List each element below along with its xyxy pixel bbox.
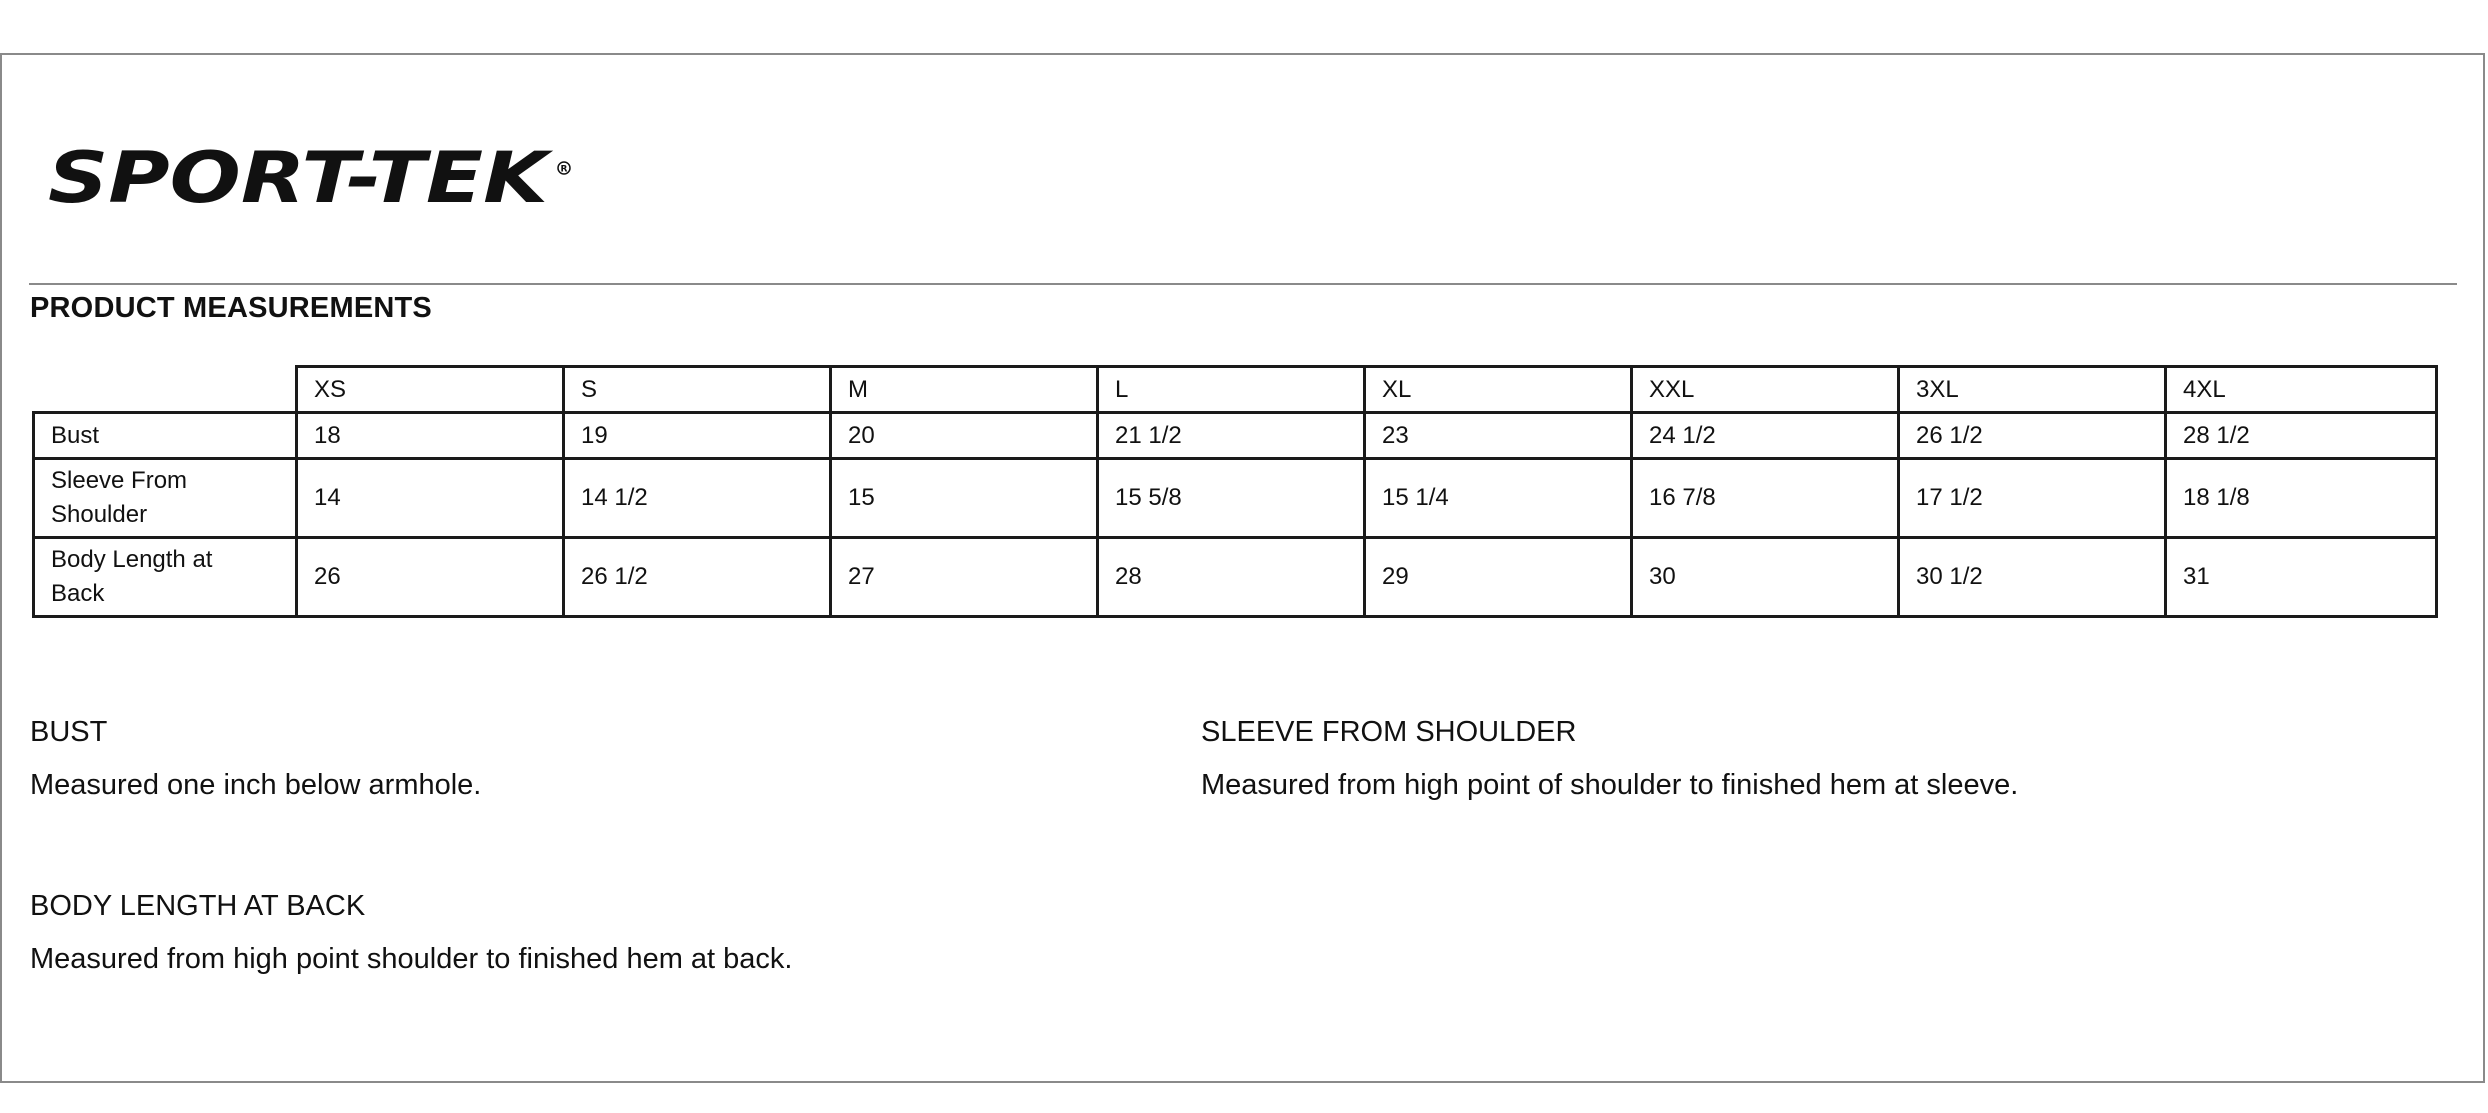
definition-sleeve-from-shoulder: [1201, 714, 2018, 803]
size-header-m: M: [831, 367, 1098, 413]
definition-title: SLEEVE FROM SHOULDER: [1201, 716, 1577, 748]
table-cell: 15: [831, 459, 1098, 538]
table-cell: 19: [564, 413, 831, 459]
table-cell: 21 1/2: [1098, 413, 1365, 459]
table-cell: 24 1/2: [1632, 413, 1899, 459]
size-header-xxl: XXL: [1632, 367, 1899, 413]
table-cell: 14: [297, 459, 564, 538]
table-cell: 31: [2166, 538, 2437, 617]
size-header-s: S: [564, 367, 831, 413]
table-cell: 14 1/2: [564, 459, 831, 538]
table-cell: 26 1/2: [1899, 413, 2166, 459]
size-header-4xl: 4XL: [2166, 367, 2437, 413]
definition-body-length-at-back: [30, 888, 792, 977]
row-label-sleeve-from-shoulder: Sleeve From Shoulder: [34, 459, 297, 538]
definition-title: BODY LENGTH AT BACK: [30, 890, 366, 922]
table-cell: 30: [1632, 538, 1899, 617]
table-cell: 26: [297, 538, 564, 617]
measurement-table: [32, 365, 2438, 618]
table-cell: 23: [1365, 413, 1632, 459]
registered-mark-glyph: R: [560, 164, 568, 175]
table-cell: 17 1/2: [1899, 459, 2166, 538]
table-cell: 18 1/8: [2166, 459, 2437, 538]
table-cell: 15 1/4: [1365, 459, 1632, 538]
size-header-l: L: [1098, 367, 1365, 413]
size-header-xl: XL: [1365, 367, 1632, 413]
size-header-3xl: 3XL: [1899, 367, 2166, 413]
definition-text: Measured from high point of shoulder to finished hem at sleeve.: [1201, 769, 2019, 801]
table-cell: 18: [297, 413, 564, 459]
table-cell: 30 1/2: [1899, 538, 2166, 617]
table-corner-cell: [34, 367, 297, 413]
size-header-xs: XS: [297, 367, 564, 413]
header-divider: [29, 283, 2457, 285]
logo-wordmark: [44, 138, 574, 218]
table-row: [34, 538, 2437, 617]
table-cell: 15 5/8: [1098, 459, 1365, 538]
logo-text: SPORT-TEK: [48, 138, 554, 218]
table-cell: 27: [831, 538, 1098, 617]
row-label-bust: Bust: [34, 413, 297, 459]
table-header-row: [34, 367, 2437, 413]
table-cell: 28 1/2: [2166, 413, 2437, 459]
table-cell: 26 1/2: [564, 538, 831, 617]
table-cell: 28: [1098, 538, 1365, 617]
table-row: [34, 459, 2437, 538]
table-row: [34, 413, 2437, 459]
row-label-body-length-at-back: Body Length at Back: [34, 538, 297, 617]
definition-title: BUST: [30, 716, 108, 748]
sport-tek-logo: [44, 138, 574, 218]
table-cell: 20: [831, 413, 1098, 459]
definition-bust: [30, 714, 481, 803]
table-cell: 29: [1365, 538, 1632, 617]
definition-text: Measured from high point shoulder to finished hem at back.: [30, 943, 793, 975]
section-title: PRODUCT MEASUREMENTS: [30, 292, 432, 324]
definition-text: Measured one inch below armhole.: [30, 769, 482, 801]
table-cell: 16 7/8: [1632, 459, 1899, 538]
